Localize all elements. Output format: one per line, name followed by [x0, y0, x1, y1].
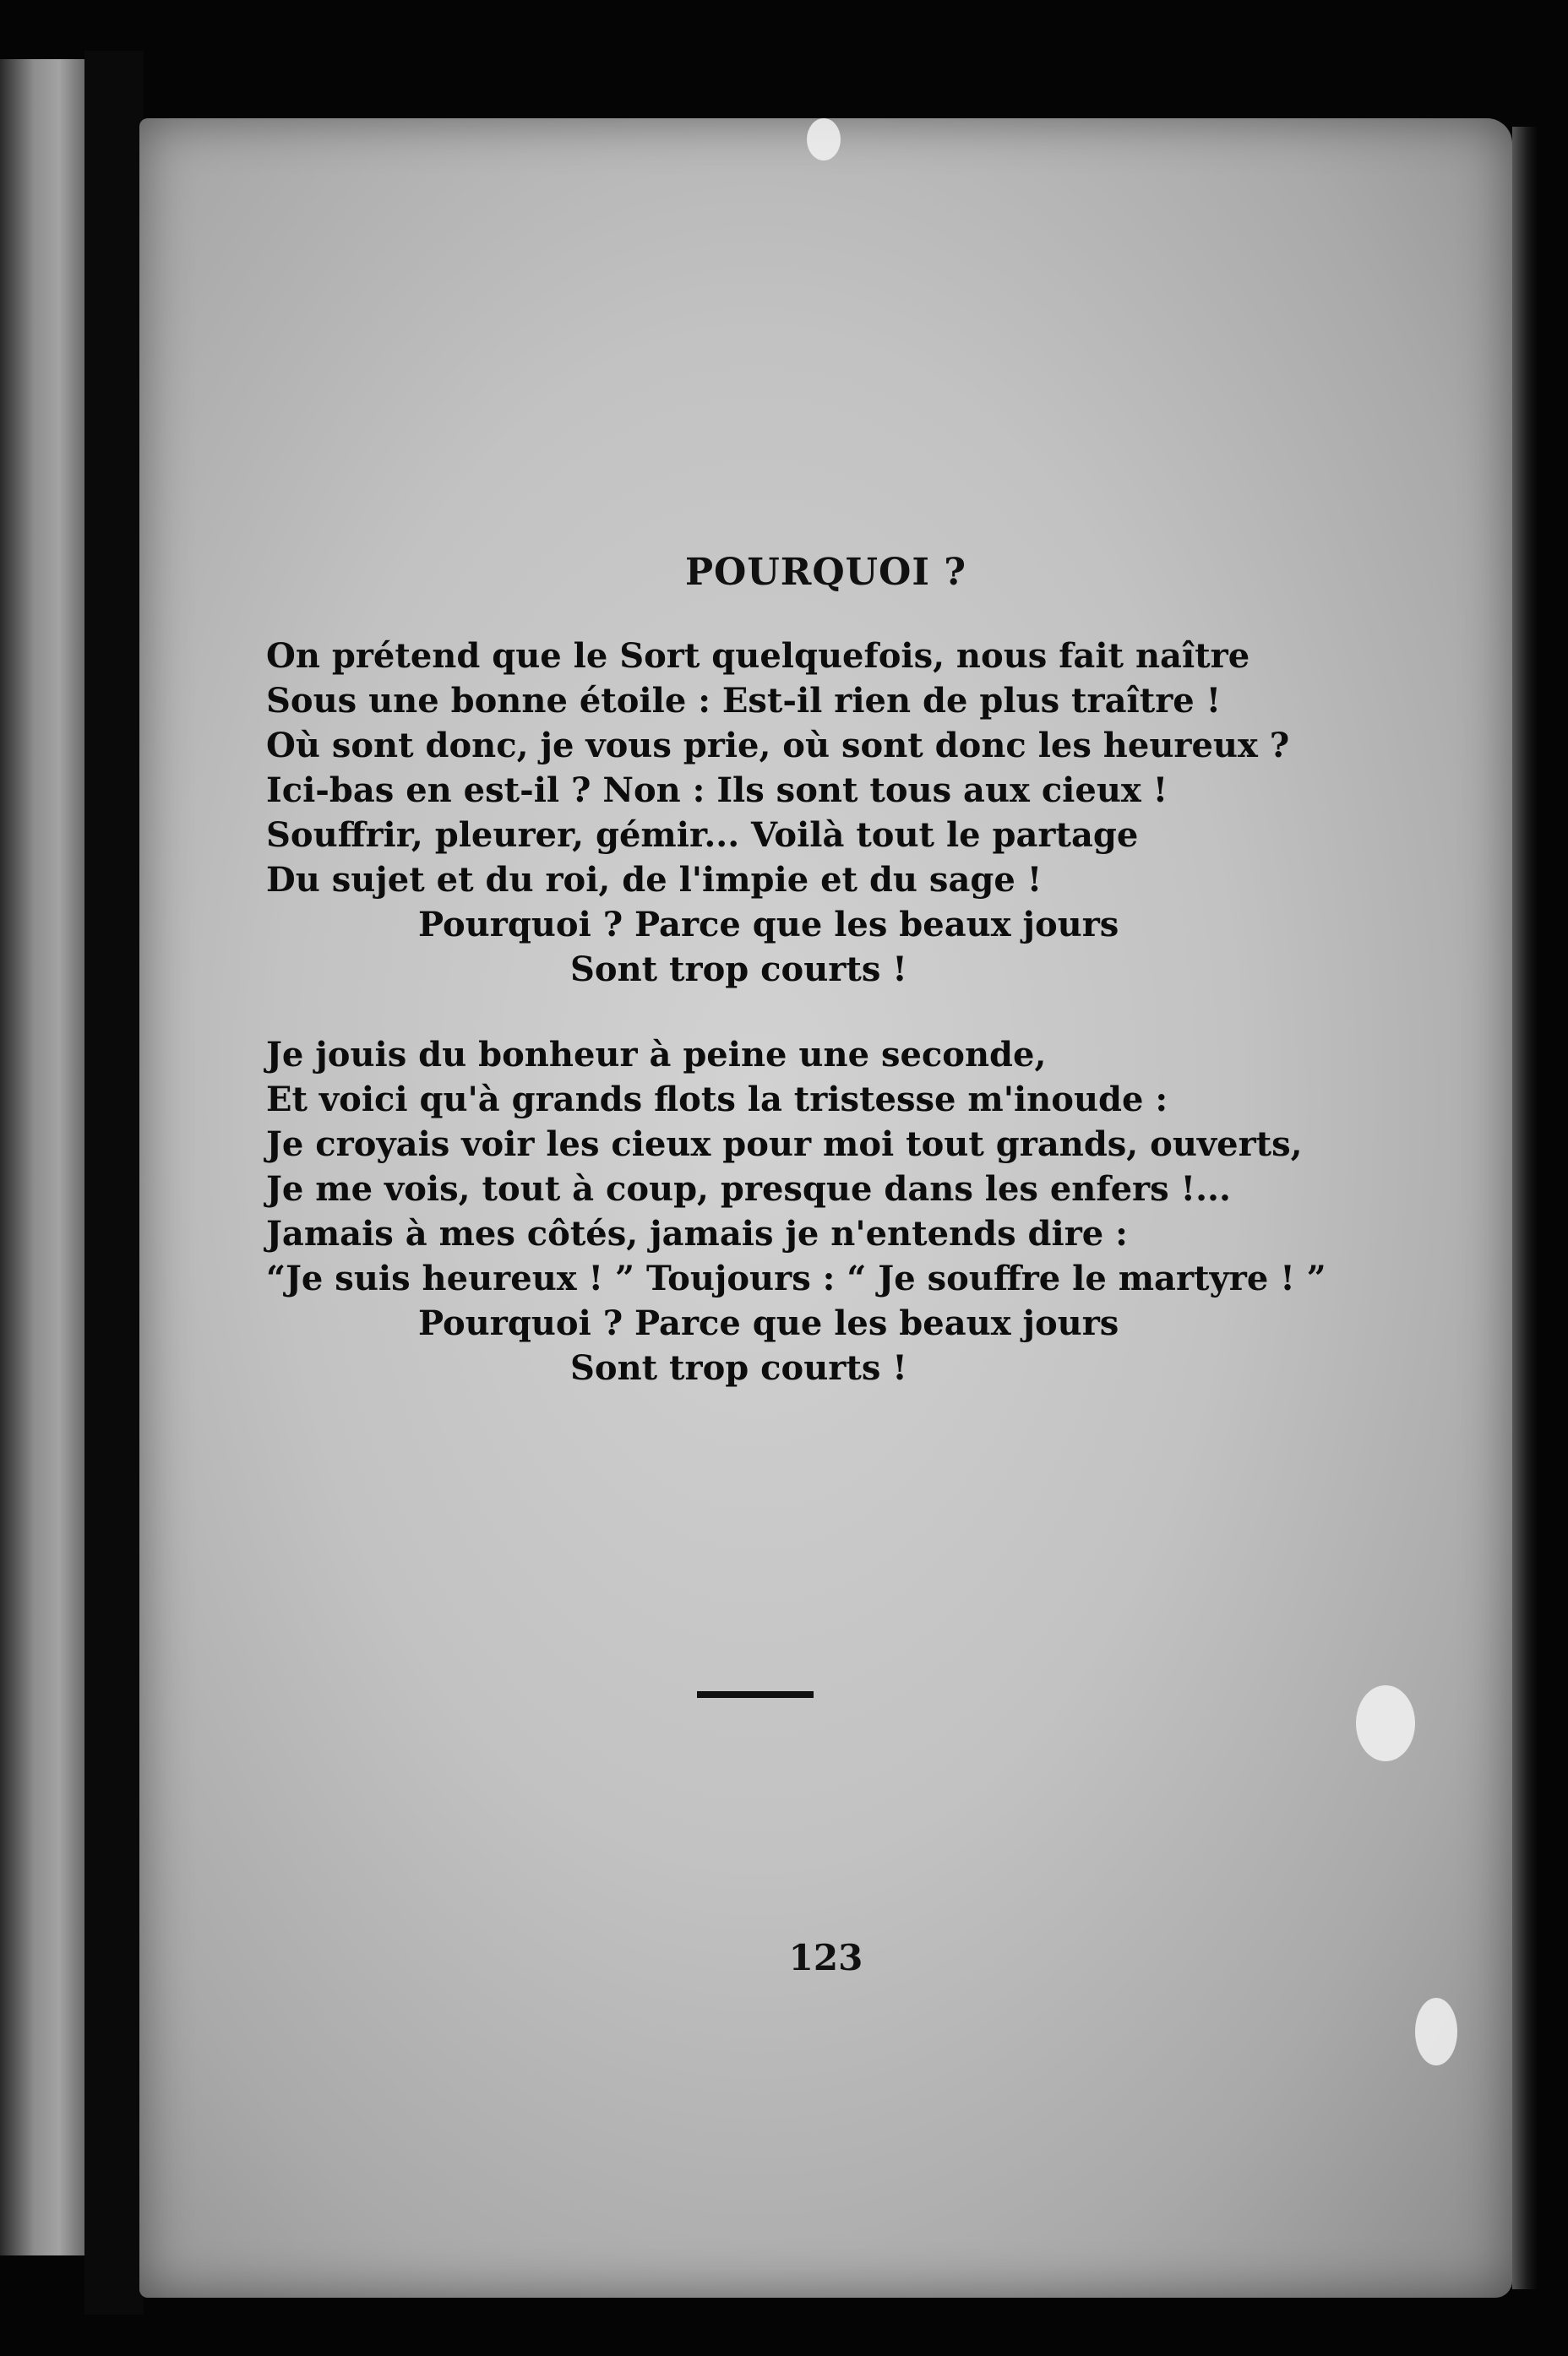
- facing-page-edge: [0, 59, 84, 2255]
- stanza-1: [266, 634, 1407, 992]
- verse-line: Et voici qu'à grands flots la tristesse m'inoude :: [266, 1080, 1168, 1119]
- paper-speck: [1415, 1998, 1457, 2065]
- refrain-line: Pourquoi ? Parce que les beaux jours: [418, 905, 1119, 944]
- verse-line: Du sujet et du roi, de l'impie et du sage !: [266, 860, 1043, 900]
- book-page: [139, 118, 1512, 2298]
- paper-speck: [807, 118, 841, 161]
- book-gutter: [84, 51, 144, 2315]
- refrain-line: Pourquoi ? Parce que les beaux jours: [418, 1303, 1119, 1343]
- verse-line: “Je suis heureux ! ” Toujours : “ Je souffre le martyre ! ”: [266, 1259, 1326, 1298]
- verse-line: Je jouis du bonheur à peine une seconde,: [266, 1035, 1047, 1075]
- verse-line: Ici-bas en est-il ? Non : Ils sont tous aux cieux !: [266, 770, 1168, 810]
- page-number: 123: [788, 1937, 863, 1978]
- verse-line: Où sont donc, je vous prie, où sont donc les heureux ?: [266, 726, 1290, 765]
- verse-line: Je me vois, tout à coup, presque dans les enfers !...: [266, 1169, 1231, 1209]
- verse-line: Souffrir, pleurer, gémir... Voilà tout le partage: [266, 815, 1139, 855]
- verse-line: Jamais à mes côtés, jamais je n'entends dire :: [266, 1214, 1128, 1254]
- paper-speck: [1356, 1685, 1415, 1761]
- page-right-edge: [1512, 127, 1538, 2289]
- refrain-line: Sont trop courts !: [570, 949, 907, 989]
- poem-title: POURQUOI ?: [684, 551, 967, 594]
- section-divider: [697, 1691, 814, 1698]
- refrain-line: Sont trop courts !: [570, 1348, 907, 1388]
- stanza-2: [266, 1032, 1407, 1390]
- verse-line: On prétend que le Sort quelquefois, nous fait naître: [266, 636, 1250, 676]
- verse-line: Je croyais voir les cieux pour moi tout grands, ouverts,: [266, 1124, 1303, 1164]
- verse-line: Sous une bonne étoile : Est-il rien de plus traître !: [266, 681, 1222, 721]
